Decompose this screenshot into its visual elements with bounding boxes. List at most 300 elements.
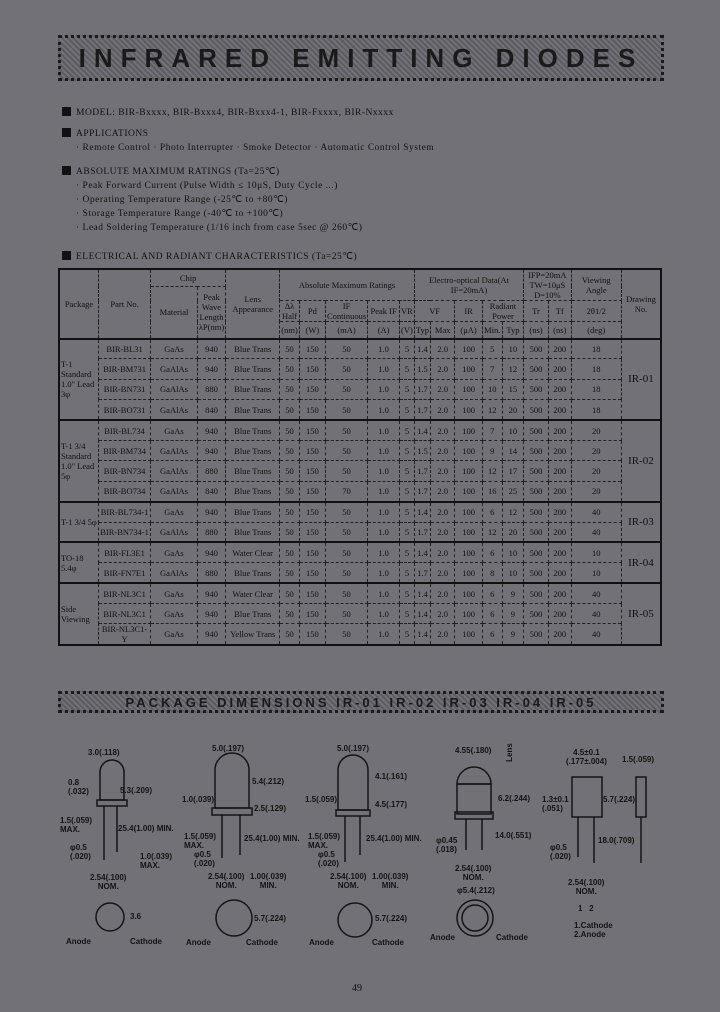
- delta-lambda-cell: 50: [280, 542, 300, 562]
- material-cell: GaAs: [151, 420, 198, 440]
- radiant-typ-cell: 15: [502, 379, 524, 399]
- vr-cell: 5: [400, 379, 415, 399]
- package-cell: TO-18 5.4φ: [59, 542, 98, 583]
- vf-typ-cell: 1.4: [414, 604, 430, 624]
- dim-label: 2.5(.129): [254, 804, 287, 813]
- vr-cell: 5: [400, 440, 415, 460]
- peak-if-cell: 1.0: [368, 461, 400, 481]
- vf-max-cell: 2.0: [430, 502, 454, 522]
- ir-cell: 100: [455, 461, 482, 481]
- dim-label: 6.2(.244): [498, 794, 531, 803]
- pd-cell: 150: [299, 400, 325, 420]
- drawing-no-cell: IR-03: [621, 502, 661, 543]
- dim-label: 2.54(.100) NOM.: [568, 878, 605, 896]
- unit-ns-tr: (ns): [524, 322, 549, 339]
- ir-cell: 100: [455, 339, 482, 359]
- pd-cell: 150: [299, 522, 325, 542]
- viewing-angle-cell: 40: [571, 624, 621, 646]
- vf-max-cell: 2.0: [430, 339, 454, 359]
- radiant-min-cell: 12: [482, 522, 502, 542]
- vr-cell: 5: [400, 359, 415, 379]
- if-cell: 50: [325, 522, 367, 542]
- peak-wavelength-cell: 880: [197, 522, 225, 542]
- peak-if-cell: 1.0: [368, 522, 400, 542]
- viewing-angle-cell: 20: [571, 420, 621, 440]
- header-part-no: Part No.: [98, 269, 150, 339]
- cathode-label: Cathode: [246, 938, 278, 947]
- unit-ns-tf: (ns): [548, 322, 571, 339]
- vf-typ-cell: 1.4: [414, 420, 430, 440]
- pd-cell: 150: [299, 379, 325, 399]
- vf-max-cell: 2.0: [430, 379, 454, 399]
- drawing-ir04: [455, 767, 493, 936]
- vr-cell: 5: [400, 522, 415, 542]
- part-no-cell: BIR-BN734: [98, 461, 150, 481]
- dim-label: φ5.4(.212): [457, 886, 495, 895]
- radiant-min-cell: 7: [482, 359, 502, 379]
- if-cell: 50: [325, 563, 367, 583]
- material-cell: GaAlAs: [151, 563, 198, 583]
- viewing-angle-cell: 20: [571, 461, 621, 481]
- dim-label: 4.55(.180): [455, 746, 492, 755]
- lens-cell: Blue Trans: [226, 522, 280, 542]
- peak-wavelength-cell: 880: [197, 461, 225, 481]
- tf-cell: 200: [548, 563, 571, 583]
- peak-if-cell: 1.0: [368, 502, 400, 522]
- part-no-cell: BIR-BO734: [98, 481, 150, 501]
- material-cell: GaAs: [151, 624, 198, 646]
- dim-label: 4.5±0.1 (.177±.004): [566, 748, 607, 766]
- peak-wavelength-cell: 940: [197, 359, 225, 379]
- viewing-angle-cell: 18: [571, 339, 621, 359]
- vf-max-cell: 2.0: [430, 563, 454, 583]
- vf-typ-cell: 1.4: [414, 583, 430, 603]
- tf-cell: 200: [548, 522, 571, 542]
- lens-cell: Blue Trans: [226, 379, 280, 399]
- if-cell: 50: [325, 339, 367, 359]
- tf-cell: 200: [548, 420, 571, 440]
- tf-cell: 200: [548, 583, 571, 603]
- unit-typ2: Typ: [502, 322, 524, 339]
- lens-cell: Blue Trans: [226, 339, 280, 359]
- electrical-heading: ELECTRICAL AND RADIANT CHARACTERISTICS (Ta=25℃): [76, 252, 358, 262]
- tr-cell: 500: [524, 542, 549, 562]
- pd-cell: 150: [299, 563, 325, 583]
- radiant-min-cell: 5: [482, 339, 502, 359]
- part-no-cell: BIR-BL31: [98, 339, 150, 359]
- vf-typ-cell: 1.7: [414, 379, 430, 399]
- dim-label: φ0.5 (.020): [318, 850, 339, 868]
- radiant-typ-cell: 25: [502, 481, 524, 501]
- pin-legend: 1.Cathode 2.Anode: [574, 921, 613, 939]
- page-title: INFRARED EMITTING DIODES: [58, 35, 664, 81]
- vf-typ-cell: 1.5: [414, 359, 430, 379]
- tf-cell: 200: [548, 502, 571, 522]
- peak-if-cell: 1.0: [368, 420, 400, 440]
- ir-cell: 100: [455, 624, 482, 646]
- package-cell: Side Viewing: [59, 583, 98, 645]
- pd-cell: 150: [299, 481, 325, 501]
- dim-label: 1.3±0.1 (.051): [542, 795, 569, 813]
- radiant-typ-cell: 10: [502, 339, 524, 359]
- vr-cell: 5: [400, 583, 415, 603]
- lens-cell: Water Clear: [226, 583, 280, 603]
- peak-if-cell: 1.0: [368, 604, 400, 624]
- drawing-no-cell: IR-02: [621, 420, 661, 502]
- ir-cell: 100: [455, 502, 482, 522]
- dim-label: 1.00(.039) MIN.: [372, 872, 409, 890]
- pd-cell: 150: [299, 502, 325, 522]
- peak-wavelength-cell: 940: [197, 624, 225, 646]
- radiant-min-cell: 16: [482, 481, 502, 501]
- dim-label: 2.54(.100) NOM.: [90, 873, 127, 891]
- peak-wavelength-cell: 940: [197, 339, 225, 359]
- vf-typ-cell: 1.7: [414, 522, 430, 542]
- dim-label: 3.0(.118): [88, 748, 120, 757]
- header-peak-wavelength: Peak Wave Length λP(nm): [197, 286, 225, 339]
- radiant-min-cell: 6: [482, 502, 502, 522]
- dim-label: 1.5(.059): [622, 755, 655, 764]
- dim-label: 14.0(.551): [495, 831, 532, 840]
- delta-lambda-cell: 50: [280, 440, 300, 460]
- delta-lambda-cell: 50: [280, 481, 300, 501]
- lens-cell: Yellow Trans: [226, 624, 280, 646]
- lens-cell: Blue Trans: [226, 563, 280, 583]
- peak-wavelength-cell: 940: [197, 420, 225, 440]
- lens-cell: Blue Trans: [226, 420, 280, 440]
- if-cell: 50: [325, 583, 367, 603]
- dim-label: 1.0(.039) MAX.: [140, 852, 173, 870]
- header-viewing-angle: Viewing Angle: [571, 269, 621, 301]
- radiant-typ-cell: 10: [502, 542, 524, 562]
- vf-typ-cell: 1.7: [414, 461, 430, 481]
- material-cell: GaAlAs: [151, 461, 198, 481]
- tf-cell: 200: [548, 542, 571, 562]
- package-cell: T-1 3/4 Standard 1.0" Lead 5φ: [59, 420, 98, 502]
- peak-if-cell: 1.0: [368, 624, 400, 646]
- tr-cell: 500: [524, 440, 549, 460]
- dim-label: 5.7(.224): [375, 914, 408, 923]
- peak-wavelength-cell: 840: [197, 400, 225, 420]
- drawing-ir02: [212, 753, 252, 936]
- if-cell: 50: [325, 461, 367, 481]
- unit-typ: Typ: [414, 322, 430, 339]
- ir-cell: 100: [455, 379, 482, 399]
- material-cell: GaAs: [151, 542, 198, 562]
- page-number: 49: [352, 983, 362, 994]
- ir-cell: 100: [455, 400, 482, 420]
- dim-label: 2.54(.100) NOM.: [455, 864, 492, 882]
- header-conditions: IFP=20mA TW=10μS D=10%: [524, 269, 571, 301]
- ir-cell: 100: [455, 522, 482, 542]
- vf-max-cell: 2.0: [430, 420, 454, 440]
- if-cell: 50: [325, 604, 367, 624]
- drawing-ir03: [336, 755, 372, 937]
- delta-lambda-cell: 50: [280, 624, 300, 646]
- pd-cell: 150: [299, 420, 325, 440]
- radiant-typ-cell: 17: [502, 461, 524, 481]
- unit-nm: (nm): [280, 322, 300, 339]
- header-pd: Pd: [299, 301, 325, 322]
- viewing-angle-cell: 20: [571, 481, 621, 501]
- dim-label: 25.4(1.00) MIN.: [118, 824, 174, 833]
- viewing-angle-cell: 10: [571, 563, 621, 583]
- anode-label: Anode: [309, 938, 334, 947]
- radiant-min-cell: 12: [482, 400, 502, 420]
- ir-cell: 100: [455, 420, 482, 440]
- unit-ua: (μA): [455, 322, 482, 339]
- part-no-cell: BIR-NL3C1: [98, 604, 150, 624]
- lens-cell: Blue Trans: [226, 502, 280, 522]
- package-cell: T-1 3/4 5φ: [59, 502, 98, 543]
- vf-max-cell: 2.0: [430, 542, 454, 562]
- radiant-typ-cell: 20: [502, 522, 524, 542]
- peak-if-cell: 1.0: [368, 359, 400, 379]
- delta-lambda-cell: 50: [280, 420, 300, 440]
- delta-lambda-cell: 50: [280, 563, 300, 583]
- header-delta-lambda: Δλ Half: [280, 301, 300, 322]
- part-no-cell: BIR-FN7E1: [98, 563, 150, 583]
- tr-cell: 500: [524, 604, 549, 624]
- viewing-angle-cell: 18: [571, 400, 621, 420]
- dim-label: φ0.5 (.020): [194, 850, 215, 868]
- tr-cell: 500: [524, 339, 549, 359]
- header-ir: IR: [455, 301, 482, 322]
- header-lens: Lens Appearance: [226, 269, 280, 339]
- lens-cell: Blue Trans: [226, 604, 280, 624]
- radiant-typ-cell: 14: [502, 440, 524, 460]
- if-cell: 50: [325, 400, 367, 420]
- cathode-label: Cathode: [372, 938, 404, 947]
- header-vf: VF: [414, 301, 455, 322]
- vf-max-cell: 2.0: [430, 522, 454, 542]
- part-no-cell: BIR-FL3E1: [98, 542, 150, 562]
- unit-max: Max: [430, 322, 454, 339]
- unit-min: Min.: [482, 322, 502, 339]
- delta-lambda-cell: 50: [280, 604, 300, 624]
- delta-lambda-cell: 50: [280, 339, 300, 359]
- radiant-typ-cell: 12: [502, 359, 524, 379]
- part-no-cell: BIR-BM734: [98, 440, 150, 460]
- header-theta: 2θ1/2: [571, 301, 621, 322]
- peak-wavelength-cell: 940: [197, 604, 225, 624]
- dim-label: 2.54(.100) NOM.: [208, 872, 245, 890]
- material-cell: GaAlAs: [151, 400, 198, 420]
- material-cell: GaAs: [151, 339, 198, 359]
- dim-label: 0.8 (.032): [68, 778, 89, 796]
- header-drawing-no: Drawing No.: [621, 269, 661, 339]
- radiant-min-cell: 8: [482, 563, 502, 583]
- dim-label: φ0.5 (.020): [550, 843, 571, 861]
- peak-wavelength-cell: 940: [197, 542, 225, 562]
- header-vr: VR: [400, 301, 415, 322]
- viewing-angle-cell: 40: [571, 502, 621, 522]
- part-no-cell: BIR-BM731: [98, 359, 150, 379]
- viewing-angle-cell: 40: [571, 604, 621, 624]
- delta-lambda-cell: 50: [280, 461, 300, 481]
- pd-cell: 150: [299, 604, 325, 624]
- tf-cell: 200: [548, 604, 571, 624]
- header-radiant-power: Radiant Power: [482, 301, 523, 322]
- tr-cell: 500: [524, 502, 549, 522]
- part-no-cell: BIR-BL734-1: [98, 502, 150, 522]
- tr-cell: 500: [524, 522, 549, 542]
- header-chip: Chip: [151, 269, 226, 286]
- tr-cell: 500: [524, 461, 549, 481]
- ratings-heading: ABSOLUTE MAXIMUM RATINGS (Ta=25℃): [76, 167, 280, 177]
- material-cell: GaAlAs: [151, 359, 198, 379]
- pd-cell: 150: [299, 461, 325, 481]
- vf-typ-cell: 1.4: [414, 502, 430, 522]
- dim-label: 18.0(.709): [598, 836, 635, 845]
- viewing-angle-cell: 18: [571, 359, 621, 379]
- if-cell: 50: [325, 542, 367, 562]
- lens-cell: Blue Trans: [226, 461, 280, 481]
- radiant-min-cell: 7: [482, 420, 502, 440]
- if-cell: 50: [325, 502, 367, 522]
- dim-label: φ0.45 (.018): [436, 836, 458, 854]
- peak-if-cell: 1.0: [368, 379, 400, 399]
- tf-cell: 200: [548, 440, 571, 460]
- package-cell: T-1 Standard 1.0" Lead 3φ: [59, 339, 98, 421]
- ir-cell: 100: [455, 440, 482, 460]
- vr-cell: 5: [400, 563, 415, 583]
- part-no-cell: BIR-BO731: [98, 400, 150, 420]
- dim-label: Lens: [504, 743, 514, 762]
- radiant-typ-cell: 20: [502, 400, 524, 420]
- header-absolute-max: Absolute Maximum Ratings: [280, 269, 415, 301]
- vr-cell: 5: [400, 502, 415, 522]
- lens-cell: Blue Trans: [226, 359, 280, 379]
- delta-lambda-cell: 50: [280, 359, 300, 379]
- ir-cell: 100: [455, 542, 482, 562]
- material-cell: GaAlAs: [151, 481, 198, 501]
- vf-typ-cell: 1.4: [414, 339, 430, 359]
- peak-wavelength-cell: 940: [197, 583, 225, 603]
- tr-cell: 500: [524, 359, 549, 379]
- part-no-cell: BIR-NL3C1: [98, 583, 150, 603]
- header-electro-optical: Electro-optical Data(At IF=20mA): [414, 269, 523, 301]
- dimensions-banner: PACKAGE DIMENSIONS IR-01 IR-02 IR-03 IR-04 IR-05: [58, 691, 664, 713]
- vr-cell: 5: [400, 624, 415, 646]
- radiant-typ-cell: 9: [502, 604, 524, 624]
- lens-cell: Blue Trans: [226, 400, 280, 420]
- ir-cell: 100: [455, 481, 482, 501]
- peak-if-cell: 1.0: [368, 563, 400, 583]
- part-no-cell: BIR-NL3C1-Y: [98, 624, 150, 646]
- radiant-min-cell: 6: [482, 542, 502, 562]
- peak-wavelength-cell: 880: [197, 379, 225, 399]
- dim-label: 5.0(.197): [337, 744, 370, 753]
- header-if: IF Continuous: [326, 301, 367, 321]
- unit-ma: (mA): [325, 322, 367, 339]
- viewing-angle-cell: 18: [571, 379, 621, 399]
- tf-cell: 200: [548, 461, 571, 481]
- dim-label: 3.6: [130, 912, 142, 921]
- anode-label: Anode: [430, 933, 455, 942]
- tr-cell: 500: [524, 583, 549, 603]
- radiant-min-cell: 6: [482, 604, 502, 624]
- pd-cell: 150: [299, 359, 325, 379]
- peak-if-cell: 1.0: [368, 339, 400, 359]
- tr-cell: 500: [524, 379, 549, 399]
- ir-cell: 100: [455, 359, 482, 379]
- viewing-angle-cell: 40: [571, 522, 621, 542]
- dim-label: 5.7(.224): [254, 914, 287, 923]
- delta-lambda-cell: 50: [280, 522, 300, 542]
- applications-heading: APPLICATIONS: [76, 129, 149, 139]
- delta-lambda-cell: 50: [280, 379, 300, 399]
- viewing-angle-cell: 20: [571, 440, 621, 460]
- dim-label: 25.4(1.00) MIN.: [366, 834, 422, 843]
- delta-lambda-cell: 50: [280, 583, 300, 603]
- material-cell: GaAs: [151, 604, 198, 624]
- header-material: Material: [151, 286, 198, 339]
- vr-cell: 5: [400, 604, 415, 624]
- peak-wavelength-cell: 840: [197, 481, 225, 501]
- dim-label: 5.4(.212): [252, 777, 285, 786]
- lens-cell: Blue Trans: [226, 440, 280, 460]
- radiant-min-cell: 9: [482, 440, 502, 460]
- if-cell: 70: [325, 481, 367, 501]
- if-cell: 50: [325, 379, 367, 399]
- tf-cell: 200: [548, 624, 571, 646]
- applications-list: · Remote Control · Photo Interrupter · Smoke Detector · Automatic Control System: [76, 143, 435, 153]
- vf-max-cell: 2.0: [430, 604, 454, 624]
- dim-label: 1.5(.059) MAX.: [60, 816, 93, 834]
- dim-label: 4.1(.161): [375, 772, 408, 781]
- header-tr: Tr: [524, 301, 549, 322]
- radiant-typ-cell: 9: [502, 624, 524, 646]
- dim-label: 1.00(.039) MIN.: [250, 872, 287, 890]
- material-cell: GaAs: [151, 502, 198, 522]
- pd-cell: 150: [299, 542, 325, 562]
- cathode-label: Cathode: [130, 937, 162, 946]
- cathode-label: Cathode: [496, 933, 528, 942]
- pd-cell: 150: [299, 583, 325, 603]
- delta-lambda-cell: 50: [280, 400, 300, 420]
- vr-cell: 5: [400, 400, 415, 420]
- peak-wavelength-cell: 880: [197, 563, 225, 583]
- delta-lambda-cell: 50: [280, 502, 300, 522]
- peak-wavelength-cell: 940: [197, 440, 225, 460]
- peak-if-cell: 1.0: [368, 440, 400, 460]
- vr-cell: 5: [400, 420, 415, 440]
- unit-a: (A): [368, 322, 400, 339]
- radiant-typ-cell: 10: [502, 420, 524, 440]
- tf-cell: 200: [548, 359, 571, 379]
- radiant-min-cell: 6: [482, 624, 502, 646]
- vr-cell: 5: [400, 461, 415, 481]
- peak-if-cell: 1.0: [368, 481, 400, 501]
- dim-label: 4.5(.177): [375, 800, 408, 809]
- drawing-no-cell: IR-04: [621, 542, 661, 583]
- dim-label: 1.5(.059) MAX.: [184, 832, 217, 850]
- header-package: Package: [59, 269, 98, 339]
- vf-max-cell: 2.0: [430, 440, 454, 460]
- dim-label: 5.7(.224): [603, 795, 636, 804]
- radiant-min-cell: 10: [482, 379, 502, 399]
- rating-item: · Lead Soldering Temperature (1/16 inch from case 5sec @ 260℃): [76, 223, 363, 233]
- pin-numbers: 1 2: [578, 904, 594, 913]
- model-text: MODEL: BIR-Bxxxx, BIR-Bxxx4, BIR-Bxxx4-1, BIR-Fxxxx, BIR-Nxxxx: [76, 108, 394, 118]
- vf-typ-cell: 1.4: [414, 624, 430, 646]
- pd-cell: 150: [299, 339, 325, 359]
- if-cell: 50: [325, 624, 367, 646]
- material-cell: GaAlAs: [151, 522, 198, 542]
- drawing-no-cell: IR-05: [621, 583, 661, 645]
- dim-label: 2.54(.100) NOM.: [330, 872, 367, 890]
